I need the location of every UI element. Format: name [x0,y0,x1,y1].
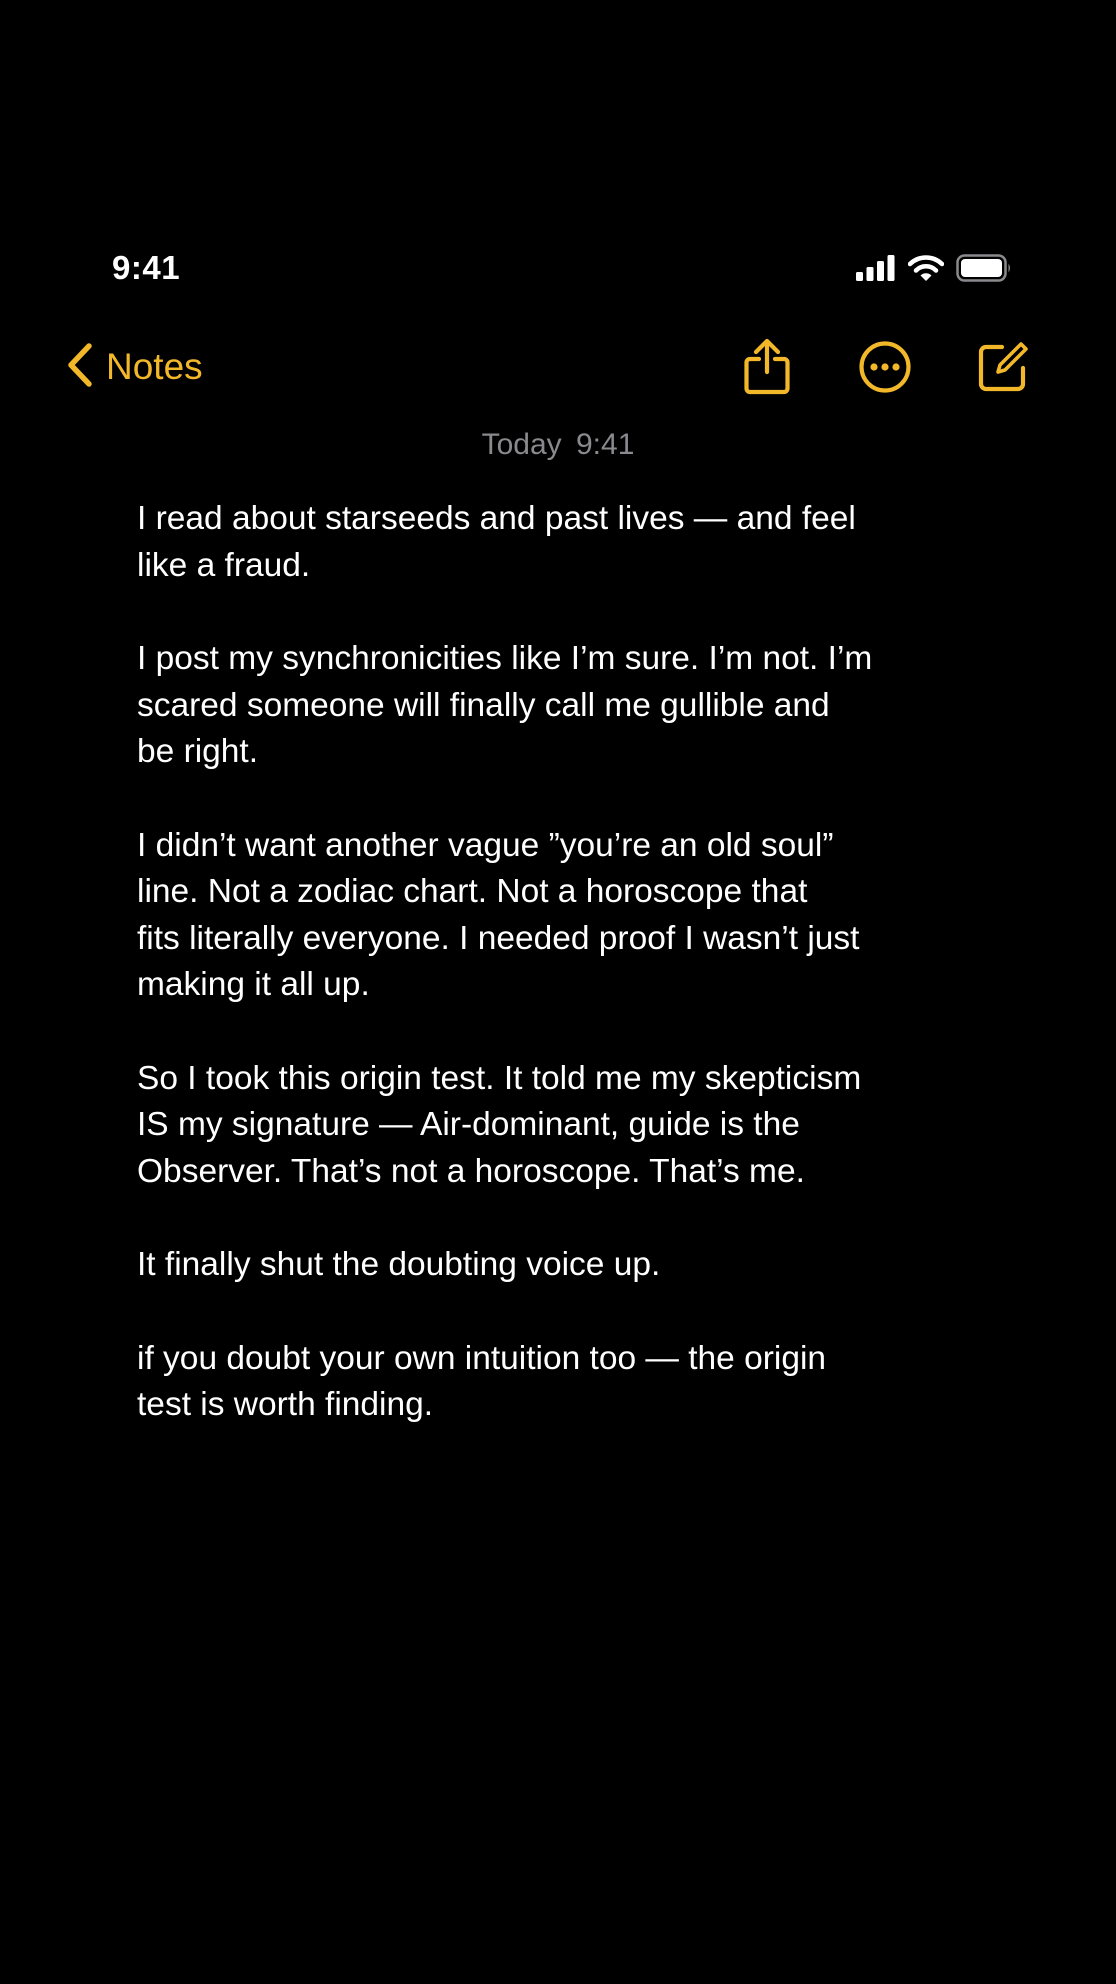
note-body[interactable] [137,496,987,1476]
status-time: 9:41 [112,249,181,286]
back-label: Notes [106,346,203,387]
chevron-left-icon [66,343,94,392]
note-paragraph-1: I read about starseeds and past lives — and feel like a fraud. [137,500,856,584]
more-button[interactable] [846,330,924,408]
note-paragraph-6: if you doubt your own intuition too — the origin test is worth finding. [137,1339,827,1423]
compose-icon [976,340,1030,399]
status-bar [0,240,1116,300]
note-paragraph-4: So I took this origin test. It told me my skepticism IS my signature — Air-dominant, guide is the Observer. That’s not a horoscope. That’s me. [137,1059,862,1190]
share-button[interactable] [728,330,806,408]
cellular-signal-icon [856,255,896,286]
wifi-icon [908,254,944,287]
compose-button[interactable] [964,330,1042,408]
note-paragraph-2: I post my synchronicities like I’m sure. I’m not. I’m scared someone will finally call me gullible and be right. [137,640,873,770]
back-button[interactable] [66,336,203,398]
note-date: Today 9:41 [481,428,635,461]
share-icon [743,338,791,401]
nav-bar [0,330,1116,408]
note-paragraph-3: I didn’t want another vague ”you’re an old soul” line. Not a zodiac chart. Not a horoscope that fits literally everyone. I needed proof I wasn’t just making it all up. [137,826,860,1003]
note-paragraph-5: It finally shut the doubting voice up. [137,1246,661,1283]
battery-icon [956,254,1012,287]
more-icon [858,340,912,399]
status-icons [856,254,1012,287]
